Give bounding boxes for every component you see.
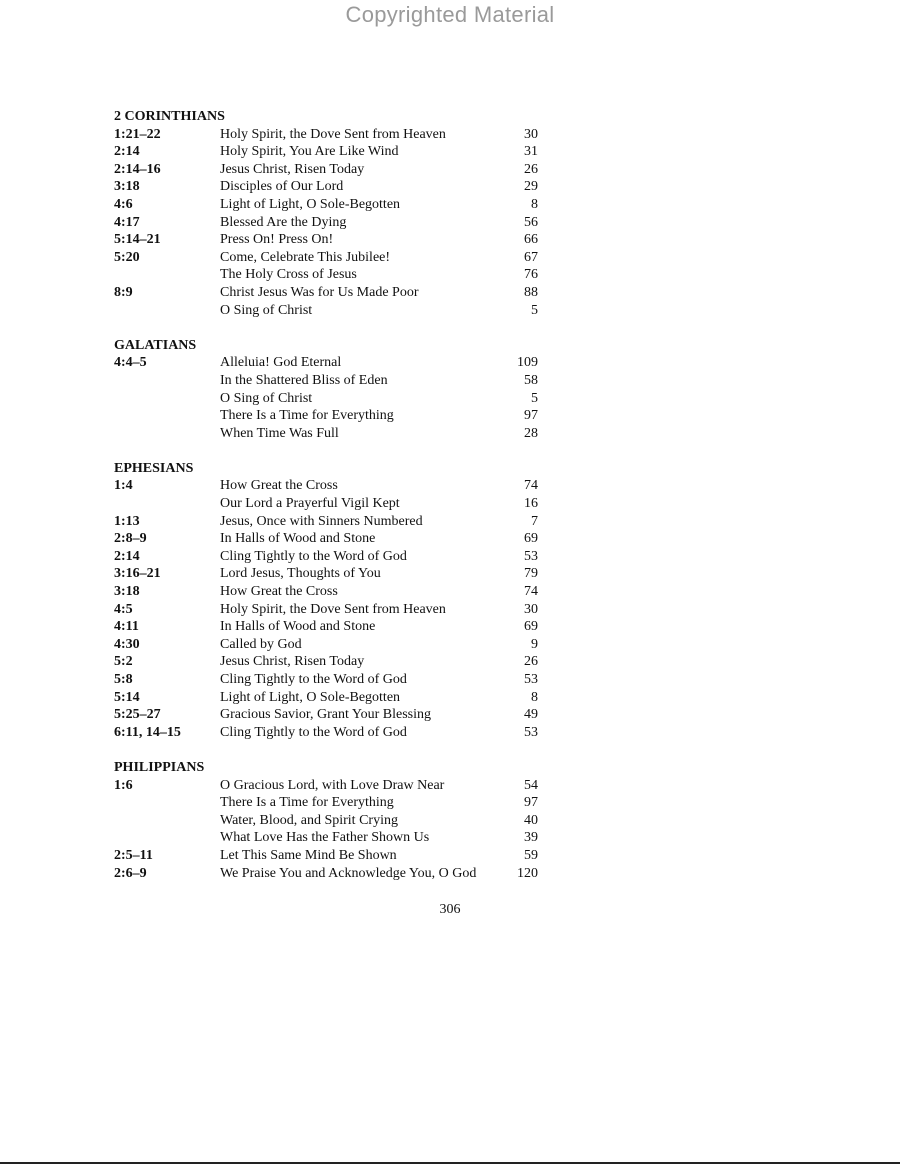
scripture-reference: 3:18 (114, 584, 140, 600)
scripture-reference: 4:17 (114, 214, 140, 230)
hymn-title: Light of Light, O Sole-Begotten (220, 689, 401, 705)
section-heading: EPHESIANS (114, 460, 194, 476)
hymn-number: 109 (517, 355, 538, 371)
section-heading: 2 CORINTHIANS (114, 109, 225, 124)
index-entry (114, 161, 544, 179)
scripture-reference: 2:8–9 (114, 531, 147, 547)
scripture-reference: 4:6 (114, 196, 133, 212)
scripture-reference: 5:14 (114, 689, 140, 705)
hymn-title: Christ Jesus Was for Us Made Poor (220, 284, 419, 300)
page-number: 306 (439, 902, 461, 917)
index-entry (114, 425, 544, 443)
hymn-title: In Halls of Wood and Stone (220, 619, 376, 635)
hymn-title: Our Lord a Prayerful Vigil Kept (220, 496, 400, 512)
hymn-number: 30 (524, 601, 538, 617)
index-entry (114, 372, 544, 390)
hymn-number: 74 (524, 478, 538, 494)
scripture-reference: 1:4 (114, 478, 133, 494)
hymn-number: 53 (524, 548, 538, 564)
hymn-title: Lord Jesus, Thoughts of You (220, 566, 381, 582)
scripture-index (114, 108, 544, 900)
index-entry (114, 671, 544, 689)
scripture-reference: 5:25–27 (114, 707, 161, 723)
hymn-number: 97 (524, 795, 538, 811)
index-entry (114, 601, 544, 619)
hymn-number: 39 (524, 830, 538, 846)
index-entry (114, 653, 544, 671)
hymn-title: Press On! Press On! (220, 232, 334, 248)
hymn-title: Cling Tightly to the Word of God (220, 724, 407, 740)
hymn-number: 53 (524, 672, 538, 687)
hymn-title: Cling Tightly to the Word of God (220, 672, 407, 687)
hymn-title: Holy Spirit, the Dove Sent from Heaven (220, 126, 446, 142)
index-entry (114, 390, 544, 408)
hymn-number: 9 (531, 636, 538, 652)
scripture-reference: 1:21–22 (114, 126, 161, 142)
hymn-title: Come, Celebrate This Jubilee! (220, 249, 391, 265)
index-entry (114, 266, 544, 284)
index-entry (114, 284, 544, 302)
scripture-reference: 6:11, 14–15 (114, 724, 181, 740)
scripture-reference: 1:13 (114, 513, 140, 529)
hymn-title: Holy Spirit, You Are Like Wind (220, 144, 399, 160)
hymn-number: 30 (524, 126, 538, 142)
index-entry (114, 477, 544, 495)
scripture-reference: 4:11 (114, 619, 139, 635)
index-entry (114, 214, 544, 232)
hymn-number: 69 (524, 531, 538, 547)
index-entry (114, 495, 544, 513)
index-entry (114, 583, 544, 601)
index-entry (114, 178, 544, 196)
index-section (114, 460, 544, 742)
index-entry (114, 126, 544, 144)
index-entry (114, 794, 544, 812)
hymn-number: 5 (531, 390, 538, 406)
hymn-number: 54 (524, 777, 538, 793)
hymn-title: The Holy Cross of Jesus (220, 267, 357, 283)
index-entry (114, 618, 544, 636)
hymn-title: Alleluia! God Eternal (220, 355, 342, 371)
hymn-title: Jesus Christ, Risen Today (220, 654, 365, 670)
hymn-number: 8 (531, 196, 538, 212)
hymn-number: 59 (524, 847, 538, 863)
index-entry (114, 565, 544, 583)
hymn-number: 76 (524, 267, 538, 283)
hymn-number: 5 (531, 302, 538, 318)
hymn-number: 53 (524, 724, 538, 740)
hymn-title: Water, Blood, and Spirit Crying (220, 812, 398, 828)
index-entry (114, 231, 544, 249)
hymn-title: O Gracious Lord, with Love Draw Near (220, 777, 445, 793)
scripture-reference: 5:2 (114, 654, 133, 670)
scripture-reference: 2:6–9 (114, 865, 147, 881)
hymn-title: O Sing of Christ (220, 302, 313, 318)
hymn-title: Gracious Savior, Grant Your Blessing (220, 707, 431, 723)
hymn-number: 31 (524, 144, 538, 160)
hymn-number: 97 (524, 408, 538, 424)
hymn-number: 26 (524, 654, 538, 670)
index-entry (114, 847, 544, 865)
index-entry (114, 636, 544, 654)
hymn-number: 7 (531, 513, 538, 529)
section-heading: GALATIANS (114, 337, 197, 353)
index-entry (114, 196, 544, 214)
index-entry (114, 513, 544, 531)
index-section (114, 108, 544, 319)
hymn-title: Called by God (220, 636, 302, 652)
scripture-reference: 4:4–5 (114, 355, 147, 371)
scripture-reference: 2:14 (114, 144, 140, 160)
scripture-reference: 3:18 (114, 179, 140, 195)
hymn-title: There Is a Time for Everything (220, 408, 394, 424)
hymn-number: 66 (524, 232, 538, 248)
hymn-number: 40 (524, 812, 538, 828)
scripture-reference: 5:8 (114, 672, 133, 687)
hymn-number: 74 (524, 584, 538, 600)
hymn-number: 29 (524, 179, 538, 195)
hymn-title: Let This Same Mind Be Shown (220, 847, 397, 863)
hymn-number: 58 (524, 372, 538, 388)
hymn-title: We Praise You and Acknowledge You, O God (220, 865, 477, 881)
index-entry (114, 249, 544, 267)
index-section (114, 337, 544, 443)
hymn-title: Light of Light, O Sole-Begotten (220, 196, 401, 212)
scripture-reference: 2:14 (114, 548, 140, 564)
hymn-number: 88 (524, 284, 538, 300)
hymn-title: O Sing of Christ (220, 390, 313, 406)
hymn-title: There Is a Time for Everything (220, 795, 394, 811)
hymn-title: How Great the Cross (220, 584, 338, 600)
hymn-title: How Great the Cross (220, 478, 338, 494)
hymn-number: 69 (524, 619, 538, 635)
hymn-number: 16 (524, 496, 538, 512)
hymn-title: When Time Was Full (220, 425, 339, 441)
hymn-number: 67 (524, 249, 538, 265)
index-section (114, 759, 544, 882)
index-entry (114, 143, 544, 161)
hymn-number: 49 (524, 707, 538, 723)
index-entry (114, 829, 544, 847)
hymn-number: 26 (524, 161, 538, 177)
hymn-number: 56 (524, 214, 538, 230)
section-heading: PHILIPPIANS (114, 759, 205, 775)
index-entry (114, 706, 544, 724)
hymn-number: 79 (524, 566, 538, 582)
scripture-reference: 5:14–21 (114, 232, 161, 248)
index-entry (114, 302, 544, 320)
hymn-title: Blessed Are the Dying (220, 214, 347, 230)
hymn-title: In Halls of Wood and Stone (220, 531, 376, 547)
hymn-title: Cling Tightly to the Word of God (220, 548, 407, 564)
index-entry (114, 724, 544, 742)
scripture-reference: 2:5–11 (114, 847, 153, 863)
index-entry (114, 548, 544, 566)
hymn-title: Jesus, Once with Sinners Numbered (220, 513, 423, 529)
index-entry (114, 812, 544, 830)
hymn-number: 120 (517, 865, 538, 881)
scripture-reference: 8:9 (114, 284, 133, 300)
copyright-watermark: Copyrighted Material (345, 2, 555, 27)
hymn-title: Jesus Christ, Risen Today (220, 161, 365, 177)
index-entry (114, 777, 544, 795)
hymn-title: What Love Has the Father Shown Us (220, 830, 430, 846)
scripture-reference: 1:6 (114, 777, 133, 793)
scripture-reference: 4:30 (114, 636, 140, 652)
index-entry (114, 689, 544, 707)
hymn-title: Disciples of Our Lord (220, 179, 344, 195)
scripture-reference: 2:14–16 (114, 161, 161, 177)
index-entry (114, 865, 544, 883)
index-entry (114, 530, 544, 548)
scripture-reference: 3:16–21 (114, 566, 161, 582)
scripture-reference: 5:20 (114, 249, 140, 265)
hymn-number: 8 (531, 689, 538, 705)
index-entry (114, 407, 544, 425)
hymn-number: 28 (524, 425, 538, 441)
hymn-title: Holy Spirit, the Dove Sent from Heaven (220, 601, 446, 617)
scripture-reference: 4:5 (114, 601, 133, 617)
hymn-title: In the Shattered Bliss of Eden (220, 372, 388, 388)
index-entry (114, 354, 544, 372)
